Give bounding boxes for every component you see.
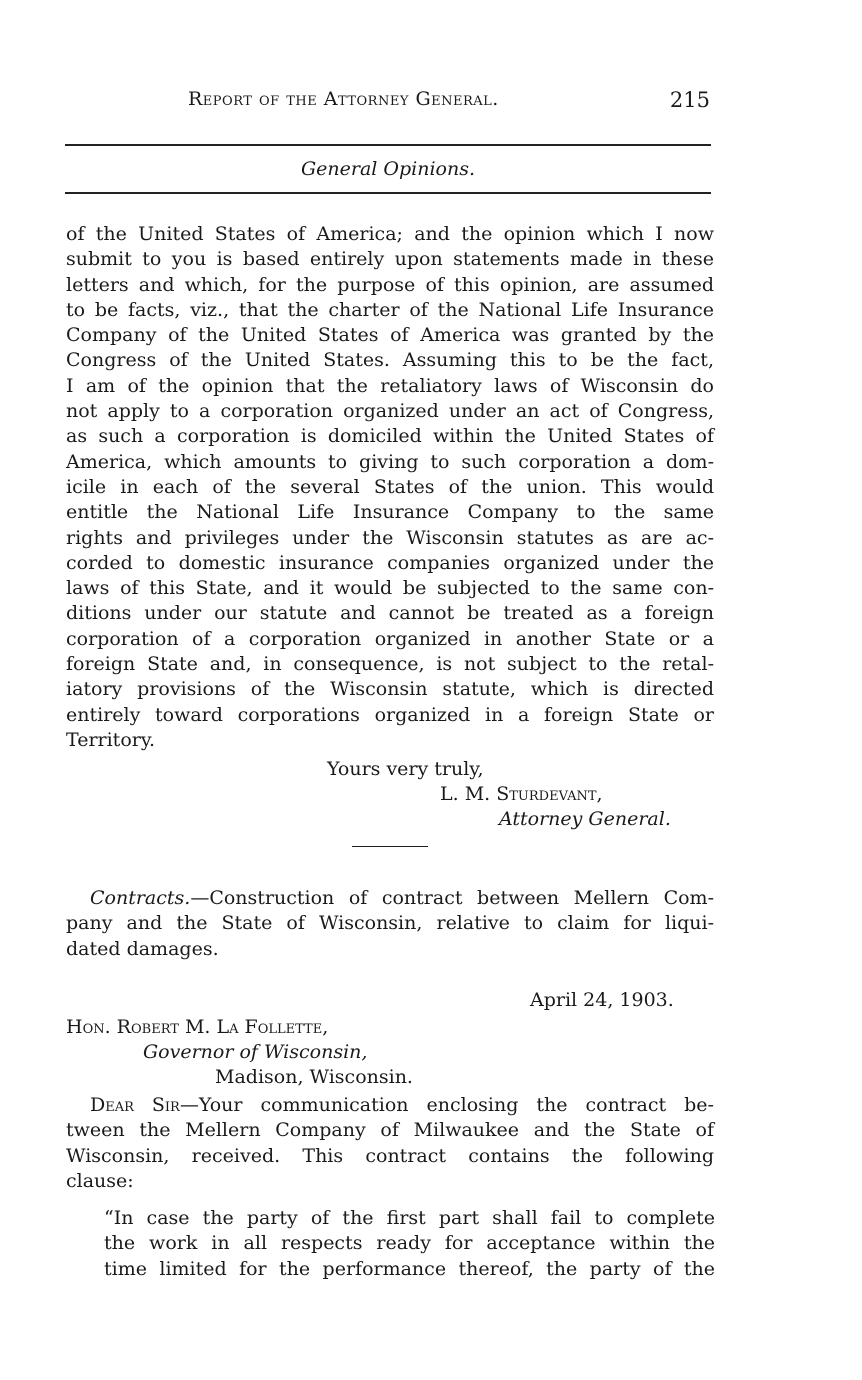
opinion-line: icile in each of the several States of the union. This would [66,475,714,498]
opinion-line: America, which amounts to giving to such corporation a dom- [66,450,714,473]
letter-date: April 24, 1903. [530,989,674,1011]
addressee-title: Governor of Wisconsin, [143,1041,368,1063]
addressee-place: Madison, Wisconsin. [215,1066,413,1088]
quote-line: time limited for the performance thereof, the party of the [104,1257,715,1280]
opinion-line: I am of the opinion that the retaliatory laws of Wisconsin do [66,374,714,397]
syllabus-lead: Contracts. [90,887,191,909]
opinion-line: ditions under our statute and cannot be treated as a foreign [66,602,714,625]
header-rule-bottom [65,192,711,194]
page-number: 215 [669,88,710,112]
letter-line-last: clause: [66,1169,134,1192]
salutation: Dear Sir [90,1094,180,1116]
opinion-line: Congress of the United States. Assuming this to be the fact, [66,349,714,372]
signatory-title: Attorney General. [499,808,671,830]
syllabus [66,886,714,962]
opinion-line: letters and which, for the purpose of this opinion, are assumed [66,273,714,296]
addressee-name: Hon. Robert M. La Follette, [66,1016,329,1038]
signatory-name: L. M. Sturdevant, [440,783,603,805]
opinion-line: corded to domestic insurance companies organized under the [66,551,714,574]
opinion-line: entitle the National Life Insurance Company to the same [66,501,714,524]
opinion-line: corporation of a corporation organized in another State or a [66,627,714,650]
opinion-line: as such a corporation is domiciled within the United States of [66,425,714,448]
opinion-line-last: Territory. [66,728,156,751]
letter-body [66,1093,714,1194]
letter-line [66,1093,714,1118]
syllabus-line [66,886,714,911]
opinion-line: to be facts, viz., that the charter of the National Life Insurance [66,298,714,321]
opinion-line: entirely toward corporations organized in a foreign State or [66,703,714,726]
section-divider [352,846,428,847]
opinion-line: laws of this State, and it would be subjected to the same con- [66,577,714,600]
letter-line: Wisconsin, received. This contract contains the following [66,1144,714,1167]
opinion-line: rights and privileges under the Wisconsin statutes as are ac- [66,526,714,549]
syllabus-line1-rest: —Construction of contract between Mellern Com- [190,887,714,909]
quote-line: the work in all respects ready for acceptance within the [104,1232,715,1255]
quote-line: “In case the party of the first part shall fail to complete [104,1207,715,1229]
header-rule-top [65,144,711,146]
syllabus-line-last: dated damages. [66,937,219,960]
running-head: Report of the Attorney General. [188,88,499,110]
letter-line: tween the Mellern Company of Milwaukee and the State of [66,1119,714,1142]
opinion-line: not apply to a corporation organized under an act of Congress, [66,400,714,423]
quoted-clause [104,1206,715,1282]
valediction: Yours very truly, [327,758,484,780]
opinion-line: submit to you is based entirely upon statements made in these [66,248,714,271]
opinion-line: iatory provisions of the Wisconsin statute, which is directed [66,678,714,701]
opinion-line: of the United States of America; and the opinion which I now [66,223,714,245]
opinion-body [66,222,714,753]
syllabus-line: pany and the State of Wisconsin, relative to claim for liqui- [66,912,714,935]
opinion-line: Company of the United States of America was granted by the [66,324,714,347]
letter-line1-rest: —Your communication enclosing the contract be- [179,1094,714,1116]
section-heading: General Opinions. [300,158,476,180]
opinion-line: foreign State and, in consequence, is not subject to the retal- [66,653,714,676]
